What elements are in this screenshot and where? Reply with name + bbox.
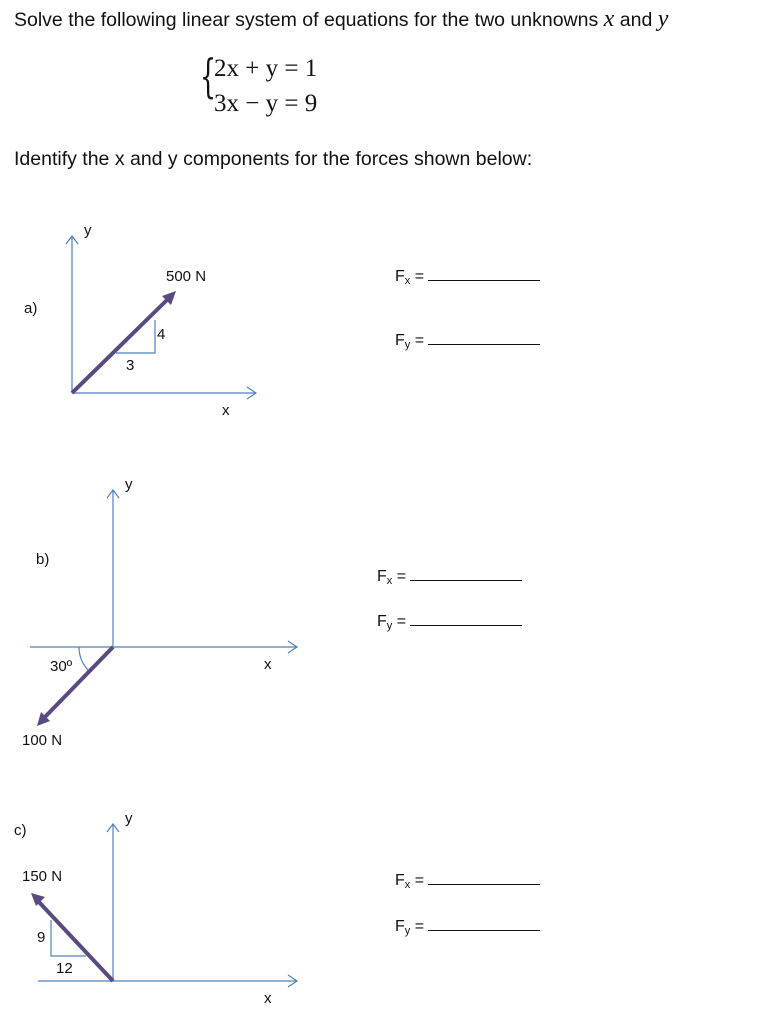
diagram-b-x-label: x: [264, 656, 272, 673]
part-b-fy: $F_y$ =: [377, 611, 522, 632]
diagram-b-angle-label: 30º: [50, 658, 73, 675]
var-x: x: [603, 6, 615, 32]
diagram-a-y-label: y: [84, 222, 92, 239]
part-b-fx: $F_x$ =: [377, 566, 522, 587]
diagram-c-force-vector: [38, 901, 113, 981]
part-b-fy-blank: [410, 611, 522, 626]
diagram-c-x-label: x: [264, 990, 272, 1007]
diagram-a-x-label: x: [222, 402, 230, 419]
diagram-a-axes: [66, 236, 256, 399]
part-a-fx: $F_x$ =: [395, 266, 540, 287]
diagram-c-slope-triangle: [51, 920, 86, 956]
part-b-label: b): [36, 551, 50, 568]
part-c-fy-blank: [428, 916, 540, 931]
system-brace: {: [200, 49, 217, 103]
var-y: y: [657, 6, 669, 32]
diagram-a-slope-triangle: [116, 320, 155, 353]
problem2-prompt: Identify the x and y components for the forces shown below:: [14, 148, 533, 170]
diagram-a-force-label: 500 N: [166, 268, 207, 285]
part-c-fy: $F_y$ =: [395, 916, 540, 937]
part-a-fx-blank: [428, 266, 540, 281]
diagram-a-run-label: 3: [126, 357, 135, 374]
equation-1: 2x + y = 1: [214, 55, 318, 82]
diagram-b-angle-arc: [79, 647, 89, 671]
part-c-fx: $F_x$ =: [395, 870, 540, 891]
problem1-prompt: Solve the following linear system of equations for the two unknowns x and y: [14, 6, 669, 32]
part-a-label: a): [24, 300, 38, 317]
part-a-fy-blank: [428, 330, 540, 345]
diagram-c-y-label: y: [125, 810, 133, 827]
diagram-c-rise-label: 9: [37, 929, 46, 946]
diagram-b-axes: [30, 490, 297, 671]
part-c-fx-blank: [428, 870, 540, 885]
diagram-c-run-label: 12: [56, 960, 73, 977]
diagram-b-force-label: 100 N: [22, 732, 63, 749]
diagram-b-y-label: y: [125, 476, 133, 493]
part-b-fx-blank: [410, 566, 522, 581]
diagram-a-rise-label: 4: [157, 326, 166, 343]
part-a-fy: $F_y$ =: [395, 330, 540, 351]
equation-2: 3x − y = 9: [214, 90, 318, 117]
diagram-c-force-label: 150 N: [22, 868, 63, 885]
diagram-c-axes: [38, 824, 297, 987]
part-c-label: c): [14, 822, 27, 839]
diagram-b-force: [37, 647, 113, 726]
